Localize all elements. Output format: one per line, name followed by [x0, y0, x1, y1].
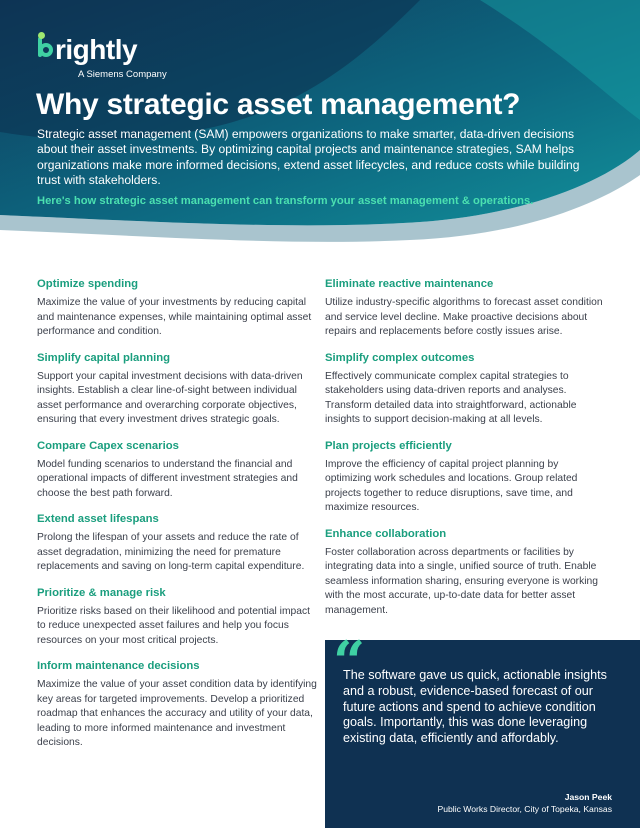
benefit-item: [325, 278, 607, 340]
lead-statement: Here's how strategic asset management can transform your asset management & operations.: [37, 195, 534, 207]
benefit-body: Support your capital investment decisions with data-driven insights. Establish a clear line-of-sight between individual asset performance and overarching corporate objectives, ensuring that every investment drives strategic goals.: [37, 370, 303, 425]
benefit-title: Extend asset lifespans: [37, 513, 159, 525]
intro-paragraph: Strategic asset management (SAM) empowers organizations to make smarter, data-driven decisions about their asset investments. By optimizing capital projects and maintenance strategies, SAM helps organizations make more informed decisions, extend asset lifecycles, and reduce costs while building trust with stakeholders.: [37, 127, 580, 188]
benefit-body: Foster collaboration across departments or facilities by integrating data into a single, unified source of truth. Enable seamless information sharing, ensuring everyone is working with the most accurate, up-to-date data for better asset management.: [325, 546, 598, 616]
logo-wordmark-text: rightly: [55, 34, 138, 65]
benefit-item: [37, 440, 317, 502]
benefit-body: Prolong the lifespan of your assets and reduce the rate of asset degradation, minimizing the need for premature replacements and saving on long-term capital expenditure.: [37, 532, 305, 572]
benefit-title: Plan projects efficiently: [325, 439, 452, 452]
benefit-title: Inform maintenance decisions: [37, 660, 200, 672]
hero-banner: [0, 0, 640, 250]
benefit-item: [325, 440, 607, 516]
benefit-item: [37, 587, 317, 649]
benefits-right-column: [325, 278, 607, 630]
logo-tagline: A Siemens Company: [78, 69, 167, 80]
benefit-title: Prioritize & manage risk: [37, 586, 166, 599]
benefit-title: Simplify complex outcomes: [325, 351, 475, 364]
quote-mark-icon: “: [333, 629, 366, 695]
logo-wordmark: [38, 34, 167, 66]
benefit-body: Improve the efficiency of capital project planning by optimizing work schedules and locations. Group related projects together to reduce disruptions, save time, and maximize resources.: [325, 458, 578, 513]
benefit-item: [37, 513, 317, 575]
testimonial-box: [325, 629, 640, 828]
benefit-item: [325, 352, 607, 428]
benefit-item: [37, 278, 317, 340]
benefit-title: Enhance collaboration: [325, 527, 447, 540]
testimonial-author: Jason Peek: [564, 792, 612, 802]
page-title: Why strategic asset management?: [36, 88, 521, 121]
brightly-logo: [38, 34, 167, 80]
benefit-title: Compare Capex scenarios: [37, 439, 179, 452]
benefit-title: Eliminate reactive maintenance: [325, 278, 494, 290]
benefit-body: Maximize the value of your investments by reducing capital and maintenance expenses, while maintaining optimal asset performance and condition.: [37, 297, 312, 337]
benefit-item: [37, 352, 317, 428]
testimonial-text: The software gave us quick, actionable insights and a robust, evidence-based forecast of our future actions and spend to achieve condition goals. Importantly, this was done leveraging existing data, efficiently and affordably.: [343, 668, 607, 746]
benefit-title: Simplify capital planning: [37, 351, 171, 364]
logo-b-mark: [38, 35, 54, 59]
benefit-item: [37, 660, 317, 751]
benefit-title: Optimize spending: [37, 278, 139, 290]
benefit-body: Maximize the value of your asset condition data by identifying key areas for targeted improvements. Develop a prioritized roadmap that enhances the accuracy and utility of your data, leading to more informed maintenance and investment decisions.: [37, 679, 317, 748]
testimonial-author-role: Public Works Director, City of Topeka, Kansas: [437, 804, 612, 814]
benefit-body: Prioritize risks based on their likelihood and potential impact to reduce unexpected asset failures and help you focus resources on your most critical projects.: [37, 605, 311, 646]
benefit-item: [325, 528, 607, 619]
benefit-body: Utilize industry-specific algorithms to forecast asset condition and service level decline. Make proactive decisions about repairs and replacements before costly issues arise.: [325, 297, 603, 337]
benefit-body: Model funding scenarios to understand the financial and operational impacts of different investment strategies and choose the best path forward.: [37, 458, 298, 499]
benefit-body: Effectively communicate complex capital strategies to stakeholders using data-driven reports and analyses. Transform detailed data into straightforward, actionable insights to support decision-making at all levels.: [325, 370, 577, 425]
benefits-left-column: [37, 278, 317, 763]
